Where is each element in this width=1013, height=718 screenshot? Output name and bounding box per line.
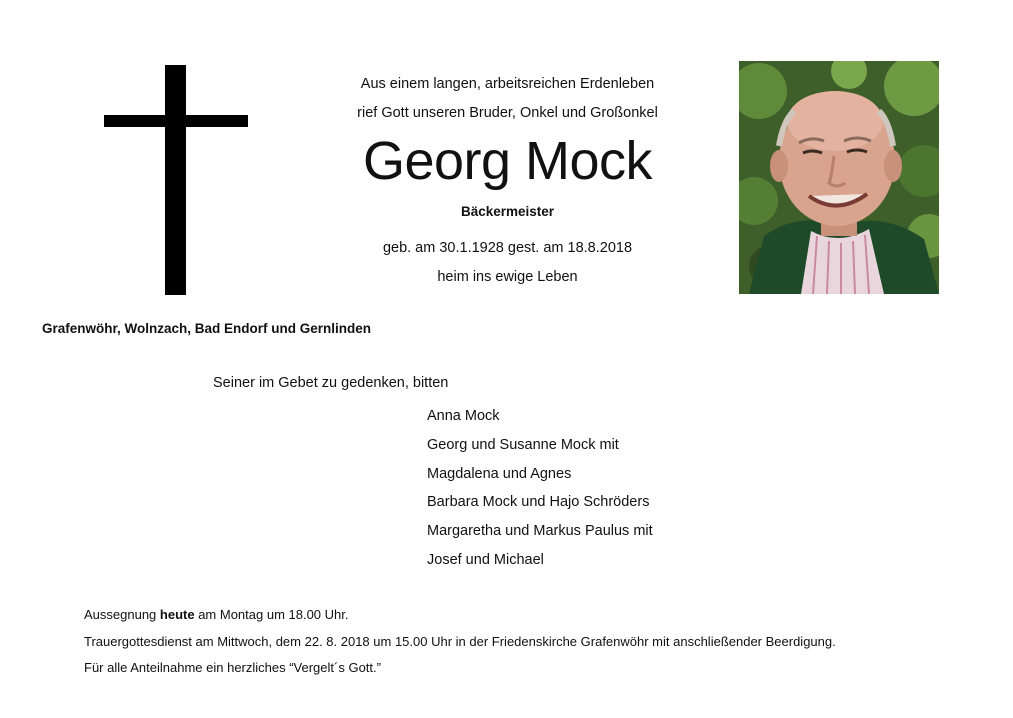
deceased-profession: Bäckermeister [460, 204, 555, 219]
list-item: Magdalena und Agnes [427, 465, 572, 482]
birth-death-dates: geb. am 30.1.1928 gest. am 18.8.2018 [382, 240, 633, 256]
blessing-pre: Aussegnung [84, 607, 160, 622]
intro-line-2: rief Gott unseren Bruder, Onkel und Großonkel [357, 105, 658, 121]
locations-line: Grafenwöhr, Wolnzach, Bad Endorf und Gernlinden [42, 321, 372, 336]
blessing-post: am Montag um 18.00 Uhr. [194, 607, 349, 622]
closing-line: heim ins ewige Leben [437, 269, 578, 285]
list-item: Georg und Susanne Mock mit [427, 436, 619, 453]
life-dates [330, 234, 685, 292]
cross-vertical-bar [165, 65, 186, 295]
remembrance-line: Seiner im Gebet zu gedenken, bitten [213, 375, 449, 391]
portrait-photo [739, 61, 939, 294]
cross-horizontal-bar [104, 115, 248, 127]
blessing-line [84, 602, 836, 629]
intro-line-1: Aus einem langen, arbeitsreichen Erdenleben [360, 76, 655, 92]
list-item: Anna Mock [427, 408, 500, 424]
funeral-service-line: Trauergottesdienst am Mittwoch, dem 22. 8. 2018 um 15.00 Uhr in der Friedenskirche Grafenwöhr mit anschließender Beerdigung. [84, 633, 836, 649]
list-item: Josef und Michael [427, 551, 544, 568]
blessing-today: heute [159, 607, 195, 622]
deceased-name: Georg Mock [362, 131, 653, 191]
portrait-photo-graphic [739, 61, 939, 294]
service-info [84, 602, 836, 682]
intro-text [330, 70, 685, 128]
mourners-list [427, 402, 653, 575]
list-item: Barbara Mock und Hajo Schröders [427, 494, 650, 511]
latin-cross-icon [104, 65, 248, 297]
list-item: Margaretha und Markus Paulus mit [427, 523, 653, 540]
thanks-line: Für alle Anteilnahme ein herzliches “Vergelt´s Gott.” [84, 660, 381, 675]
